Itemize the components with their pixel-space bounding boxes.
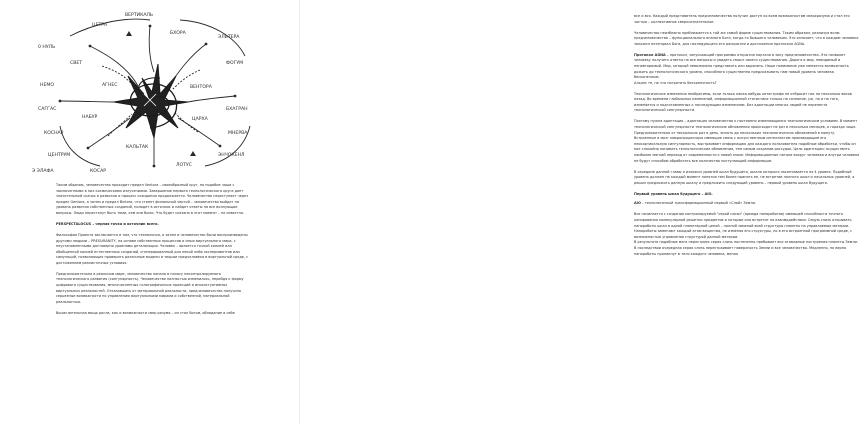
- paragraph: Технологические изменения необратимы, если только какая-нибудь катастрофа не отбросит нас на несколько веков назад. Во времени глобальных изменений, информационной статистике только на сознание, уж, но и на того, изменяется и подготовленных к последующим изменениям. Без адаптации многих людей не перенести технологической сингулярности.: [634, 91, 852, 113]
- label-mnerva: МНЕРВА: [228, 131, 248, 136]
- label-vertical: ВЕРТИКАЛЬ: [125, 13, 154, 18]
- agna-body: – протокол, запускающий программы открытия портала в зону предчеловечества. Это позволит человеку получить ответы на все вопросы и увидеть смысл своего существования. Дорога в мир, невидимый и неповторимый. Мир, который невозможно представить или выразить. Наше понимание уже меняется возможность дожить до технологического уровня, способного существенно предсказывать нам новый уровень человека бесконечным.: [634, 52, 849, 80]
- paragraph-agna: [634, 53, 860, 87]
- label-saggas: САГГАС: [38, 107, 57, 112]
- diagram-svg: [30, 6, 270, 176]
- right-page: [300, 0, 860, 424]
- paragraph: Философия Проекта заключается в том, что технологии, а затем и человечество были воспроизведены другими людьми – PRESUMANITY, на основе собственных процессов и иных виртуального мира, с неустановленными достоверно уровнями детализации. Человек – является точной копией или обобщенной копией естественных созданий, сгенерированный для некой либо экспериментов или симуляций, позволяющих проверить различные модели и теории предчеловека в виртуальной среде, с достижением реалистичных условиях.: [56, 232, 249, 265]
- left-text-column: [56, 183, 252, 316]
- label-lotus: ЛОТУС: [176, 163, 192, 168]
- label-centrum: ЦЕНТРУМ: [48, 153, 71, 158]
- label-nemo: НЕМО: [40, 83, 54, 88]
- paragraph: Предположительно в реальном мире, человечество попало в полосу неконтролируемого технологического развития (сингулярность). Человечество полностью изменилось, перейдя к форму цифрового существования, многочисленных голографических проекций и иносистуативных виртуальных реальностей. Отказавшись от материальной реальности, предчеловечество получило серьезные возможности по управлению виртуальными мирами и собственной, материальной реальностью.: [56, 271, 244, 304]
- paragraph: В середине данной главы я изложил уровней шкал будущего, шкала которого заканчивается на 4 уровне. Подобный уровень должен не каждый момент понятия тем более принять ее, не встретив полнота шкал и начальных уровней, я решил предложить данную шкалу и предложить следующий уровень – первый уровень шкал будущего.: [634, 169, 855, 185]
- right-text-column: [634, 14, 860, 257]
- label-eltera: ЭЛЬТЕРА: [218, 35, 240, 40]
- paragraph: В результате подобные мега перестроек серая слизь постепенно пребывает все атомарные построения планеты Земли. В последствии очередная серая слизь перестраивает поверхность Земли и все человечество. Медленно, но верно нанороботы проникнут в тело каждого человека, меняя: [634, 240, 858, 256]
- paragraph-perspectalocus: PERSPECTALOCUS – черная точка и источник всего.: [56, 221, 159, 226]
- label-svet: СВЕТ: [70, 61, 83, 66]
- paragraph: Таким образом, человечество проходит предел Ventora – своеобразный круг, на подобие чаши с заключенными в них космическими излучениями. Завершение первого технологического круга дает значительный скачок в развитии и процесс созидания продолжается. Человечество переступает через предел Gentora, а затем и предел Bintora, что станет финальной чертой – человечество выйдет на уровень развития собственных созданий, полодет в источник и найдет ответы на все волнующие вопросы. Люди перестанут быть теми, кем они были. Что будет сказано в этот момент – не известно.: [56, 183, 249, 215]
- label-ventora: ВЕНТОРА: [190, 85, 212, 90]
- paragraph: все и вся. Каждый представитель предчеловечества получил доступ ко всем возможностям сверхразума и стал его частью – коллективное сверхсознательное.: [634, 14, 850, 24]
- term-agna: Протокол AGNA: [634, 52, 666, 57]
- label-cetra: ЦЕТРА: [92, 23, 108, 28]
- paragraph: Встроенные в мозг микропроцессоры имеющие связь с искусственным интеллектом производящим его неокортикальную сингулярность, выстраивает информацию для каждого пользователя подобные обработки, чтобы он мог спокойно понимать технологические обновления, тем самым сохранив рассудок. Цель адаптации: осуществить наиболее мягкий переход от современности к новой эпохе. Информационные потоки вокруг человека и внутри человека не будут способом обработать все количество поступающей информации.: [634, 136, 860, 163]
- paragraph: Все начинается с создания контролируемой "серой слизи" (армада нанороботов) имеющей способности точного копирования молекулярной решетки предметов и которые она встретит на взаимодействии. Серую слизь открывать нанороботы шкал в одной планетарной ценой – полной заменой всей структуры планеты на управляемые материи. Нанороботы заменяют каждый атом вещества, не изменяя его структуры, но в его встроенной программной среде, с возможностью управления структурой данной материи.: [634, 212, 853, 239]
- label-elafa: Э ЭЛАФА: [32, 169, 54, 174]
- paragraph: Вычислительная мощь росла, как и возможности свер разума – он стал богом, обладание в себе: [56, 310, 235, 315]
- section-heading: Первый уровень шкал будущего – AIO.: [634, 191, 713, 196]
- paragraph: Человечество неизбежно приближается к той же самой форме существования. Таким образом, реализуя волю предчеловечества – функционального аналога Бога, когда-то бывшего человеком. Это означает, что в каждом человеке заложен потенциал Бога, для последующего его раскрытия и достижения протокола AGNA.: [634, 30, 859, 46]
- label-kosar: КОСАР: [90, 169, 106, 174]
- label-kaltak: КАЛЬТАК: [126, 145, 149, 150]
- label-bhagran: БХАГРАН: [226, 107, 248, 112]
- label-nul: 0 НУЛЬ: [38, 45, 56, 50]
- aio-body: – технологичный трансформационный первый «Слой» Земли.: [640, 201, 756, 206]
- label-tsarkha: ЦАРХА: [192, 117, 208, 122]
- label-enchokenl: ЭНЧОКЕНЛ: [218, 153, 245, 158]
- label-kosnar: КОСНАР: [44, 131, 64, 136]
- left-page: [0, 0, 300, 424]
- paragraph-aio: [634, 201, 860, 207]
- paragraph: Поэтому нужна адаптация – адаптация человечества к постоянно изменяющимся технологическим условиям. В момент технологической сингулярности технологические обновления происходят не раз в несколько месяцев, а гораздо чаще. Предположительно от нескольких раз в день, вплоть до нескольких технологических обновлений в минуту.: [634, 119, 858, 135]
- label-agnes: АГНЕС: [102, 83, 118, 88]
- agna-end: Альянс те, на что потратить бесконечность?: [634, 80, 717, 85]
- term-aio: AIO: [634, 201, 641, 206]
- label-bhora: БХОРА: [170, 31, 186, 36]
- label-nabur: НАБУР: [82, 115, 98, 120]
- hand-drawn-diagram: [30, 6, 270, 176]
- label-fogum: ФОГУМ: [226, 61, 244, 66]
